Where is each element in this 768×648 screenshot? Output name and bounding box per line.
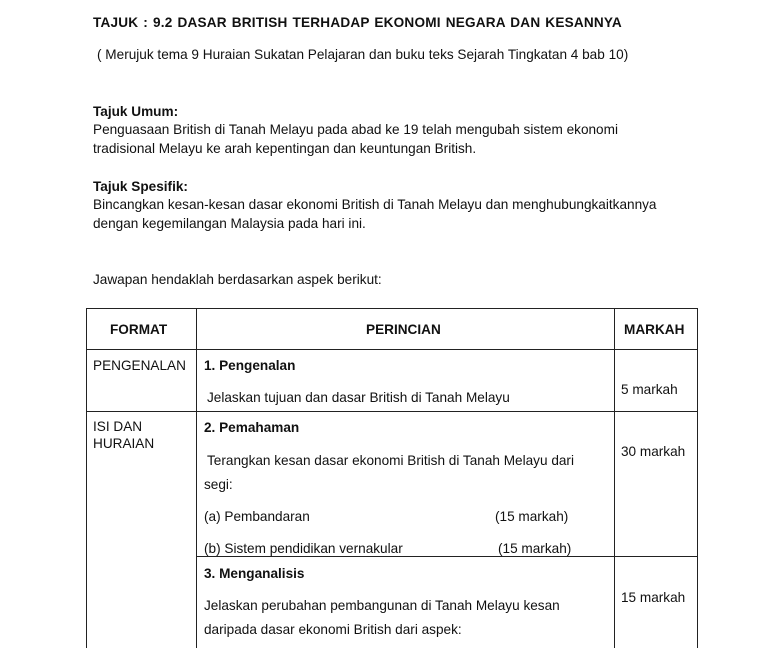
- row2-format-line-1: ISI DAN: [93, 419, 143, 434]
- marking-table: [86, 308, 698, 648]
- tajuk-spesifik-heading: Tajuk Spesifik:: [93, 179, 188, 194]
- header-format: FORMAT: [110, 322, 168, 337]
- row2-detail-line-2: segi:: [204, 477, 233, 492]
- document-title: TAJUK : 9.2 DASAR BRITISH TERHADAP EKONOMI NEGARA DAN KESANNYA: [93, 15, 622, 30]
- row2-item-b-markah: (15 markah): [498, 541, 572, 556]
- row3-heading: 3. Menganalisis: [204, 566, 305, 581]
- table-border-right: [697, 308, 698, 648]
- table-row-1-rule: [86, 411, 698, 412]
- row1-format: PENGENALAN: [93, 358, 186, 373]
- row2-item-a: (a) Pembandaran: [204, 509, 310, 524]
- table-divider-format: [196, 308, 197, 648]
- row1-heading: 1. Pengenalan: [204, 358, 296, 373]
- row3-markah: 15 markah: [621, 590, 686, 605]
- tajuk-umum-heading: Tajuk Umum:: [93, 104, 179, 119]
- row3-detail-line-2: daripada dasar ekonomi British dari aspek:: [204, 622, 462, 637]
- tajuk-umum-text-line-1: Penguasaan British di Tanah Melayu pada abad ke 19 telah mengubah sistem ekonomi: [93, 122, 618, 137]
- header-markah: MARKAH: [624, 322, 685, 337]
- row2-format-line-2: HURAIAN: [93, 436, 155, 451]
- reference-note: ( Merujuk tema 9 Huraian Sukatan Pelajaran dan buku teks Sejarah Tingkatan 4 bab 10): [97, 47, 629, 62]
- row1-markah: 5 markah: [621, 382, 678, 397]
- row1-detail: Jelaskan tujuan dan dasar British di Tanah Melayu: [207, 390, 510, 405]
- tajuk-spesifik-text-line-1: Bincangkan kesan-kesan dasar ekonomi British di Tanah Melayu dan menghubungkaitkannya: [93, 197, 657, 212]
- row2-heading: 2. Pemahaman: [204, 420, 300, 435]
- table-divider-markah: [614, 308, 615, 648]
- header-perincian: PERINCIAN: [366, 322, 441, 337]
- tajuk-umum-text-line-2: tradisional Melayu ke arah kepentingan dan keuntungan British.: [93, 141, 477, 156]
- tajuk-spesifik-text-line-2: dengan kegemilangan Malaysia pada hari ini.: [93, 216, 366, 231]
- table-header-rule: [86, 349, 698, 350]
- row2-detail-line-1: Terangkan kesan dasar ekonomi British di Tanah Melayu dari: [207, 453, 574, 468]
- table-border-top: [86, 308, 698, 309]
- table-border-left: [86, 308, 87, 648]
- row3-detail-line-1: Jelaskan perubahan pembangunan di Tanah Melayu kesan: [204, 598, 560, 613]
- row2-markah: 30 markah: [621, 444, 686, 459]
- answer-instruction: Jawapan hendaklah berdasarkan aspek berikut:: [93, 272, 382, 287]
- row2-item-b: (b) Sistem pendidikan vernakular: [204, 541, 403, 556]
- row2-item-a-markah: (15 markah): [495, 509, 569, 524]
